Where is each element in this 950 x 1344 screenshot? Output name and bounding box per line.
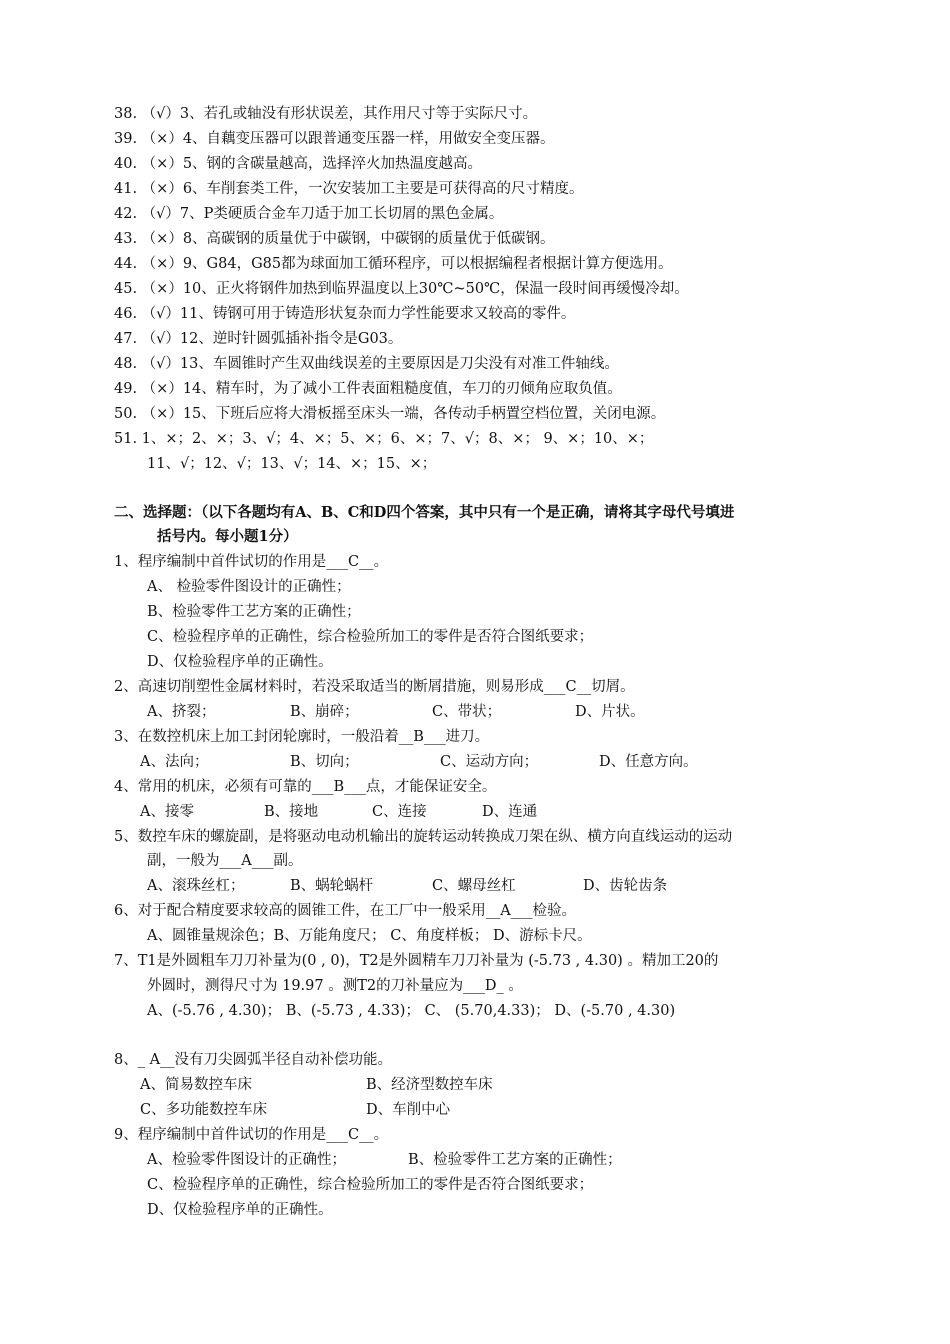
- question-4-option-d: D、连通: [482, 804, 538, 820]
- question-4-stem: 4、常用的机床，必须有可靠的___B___点，才能保证安全。: [114, 779, 497, 795]
- tf-line-49: 49. （×）14、精车时，为了减小工件表面粗糙度值，车刀的刃倾角应取负值。: [114, 381, 622, 397]
- question-9-option-c: C、检验程序单的正确性，综合检验所加工的零件是否符合图纸要求；: [147, 1177, 594, 1193]
- tf-line-48: 48. （√）13、车圆锥时产生双曲线误差的主要原因是刀尖没有对准工件轴线。: [114, 356, 619, 372]
- question-9-stem: 9、程序编制中首件试切的作用是___C__。: [114, 1127, 389, 1143]
- question-9-option-a: A、检验零件图设计的正确性；: [147, 1152, 346, 1168]
- question-5-option-a: A、滚珠丝杠；: [147, 878, 245, 894]
- question-3-option-a: A、法向；: [140, 754, 209, 770]
- question-1-option-a: A、 检验零件图设计的正确性；: [147, 579, 351, 595]
- question-5-stem-cont: 副，一般为___A___副。: [147, 853, 303, 869]
- tf-line-51: 51. 1、×；2、×；3、√；4、×；5、×；6、×；7、√；8、×； 9、×；10、×；: [114, 431, 654, 447]
- tf-line-39: 39. （×）4、自藕变压器可以跟普通变压器一样，用做安全变压器。: [114, 131, 555, 147]
- question-6-stem: 6、对于配合精度要求较高的圆锥工件，在工厂中一般采用__A___检验。: [114, 903, 576, 919]
- tf-line-47: 47. （√）12、逆时针圆弧插补指令是G03。: [114, 331, 403, 347]
- question-7-stem: 7、T1是外圆粗车刀刀补量为(0 , 0)，T2是外圆精车刀刀补量为 (-5.73 , 4.30) 。精加工20的: [114, 953, 719, 969]
- tf-line-46: 46. （√）11、铸钢可用于铸造形状复杂而力学性能要求又较高的零件。: [114, 306, 576, 322]
- question-1-option-c: C、检验程序单的正确性，综合检验所加工的零件是否符合图纸要求；: [147, 629, 594, 645]
- question-7-options: A、(-5.76 , 4.30)； B、(-5.73 , 4.33)； C、 (5.70,4.33)； D、(-5.70 , 4.30): [147, 1003, 676, 1019]
- tf-line-50: 50. （×）15、下班后应将大滑板摇至床头一端，各传动手柄置空档位置，关闭电源。: [114, 406, 666, 422]
- section-heading-cont: 括号内。每小题1分）: [157, 528, 298, 545]
- question-8-option-c: C、多功能数控车床: [140, 1102, 268, 1118]
- question-5-stem: 5、数控车床的螺旋副，是将驱动电动机输出的旋转运动转换成刀架在纵、横方向直线运动的运动: [114, 829, 733, 845]
- question-1-option-d: D、仅检验程序单的正确性。: [147, 654, 333, 670]
- question-7-stem-cont: 外圆时，测得尺寸为 19.97 。测T2的刀补量应为___D_ 。: [147, 978, 523, 994]
- question-9-option-b: B、检验零件工艺方案的正确性；: [408, 1152, 622, 1168]
- tf-line-43: 43. （×）8、高碳钢的质量优于中碳钢，中碳钢的质量优于低碳钢。: [114, 231, 555, 247]
- tf-line-42: 42. （√）7、P类硬质合金车刀适于加工长切屑的黑色金属。: [114, 206, 504, 222]
- question-2-option-d: D、片状。: [575, 704, 645, 720]
- question-4-option-a: A、接零: [140, 804, 194, 820]
- question-2-option-c: C、带状；: [432, 704, 502, 720]
- question-8-option-d: D、车削中心: [366, 1102, 451, 1118]
- question-1-stem: 1、程序编制中首件试切的作用是___C__。: [114, 554, 389, 570]
- question-5-option-d: D、齿轮齿条: [583, 878, 668, 894]
- question-9-option-d: D、仅检验程序单的正确性。: [147, 1202, 333, 1218]
- question-2-option-b: B、崩碎；: [290, 704, 359, 720]
- question-3-option-b: B、切向；: [290, 754, 359, 770]
- question-8-option-b: B、经济型数控车床: [366, 1077, 493, 1093]
- tf-line-40: 40. （×）5、钢的含碳量越高，选择淬火加热温度越高。: [114, 156, 483, 172]
- question-3-stem: 3、在数控机床上加工封闭轮廓时，一般沿着__B___进刀。: [114, 729, 490, 745]
- question-6-options: A、圆锥量规涂色；B、万能角度尺； C、角度样板； D、游标卡尺。: [147, 928, 592, 944]
- question-2-option-a: A、挤裂；: [147, 704, 216, 720]
- tf-line-44: 44. （×）9、G84，G85都为球面加工循环程序，可以根据编程者根据计算方便选用。: [114, 256, 673, 272]
- tf-line-51-cont: 11、√；12、√；13、√；14、×；15、×；: [147, 456, 437, 472]
- section-heading: 二、选择题：（以下各题均有A、B、C和D四个答案，其中只有一个是正确，请将其字母代号填进: [114, 504, 735, 521]
- tf-line-45: 45. （×）10、正火将钢件加热到临界温度以上30℃~50℃，保温一段时间再缓慢冷却。: [114, 281, 689, 297]
- tf-line-41: 41. （×）6、车削套类工件，一次安装加工主要是可获得高的尺寸精度。: [114, 181, 584, 197]
- question-5-option-c: C、螺母丝杠: [432, 878, 516, 894]
- question-4-option-c: C、连接: [372, 804, 427, 820]
- question-5-option-b: B、蜗轮蜗杆: [290, 878, 374, 894]
- question-3-option-d: D、任意方向。: [599, 754, 698, 770]
- question-3-option-c: C、运动方向；: [440, 754, 539, 770]
- question-1-option-b: B、检验零件工艺方案的正确性；: [147, 604, 361, 620]
- question-2-stem: 2、高速切削塑性金属材料时，若没采取适当的断屑措施，则易形成___C__切屑。: [114, 679, 635, 695]
- question-8-stem: 8、_ A__没有刀尖圆弧半径自动补偿功能。: [114, 1052, 393, 1068]
- tf-line-38: 38. （√）3、若孔或轴没有形状误差，其作用尺寸等于实际尺寸。: [114, 106, 538, 122]
- question-4-option-b: B、接地: [264, 804, 319, 820]
- question-8-option-a: A、简易数控车床: [140, 1077, 252, 1093]
